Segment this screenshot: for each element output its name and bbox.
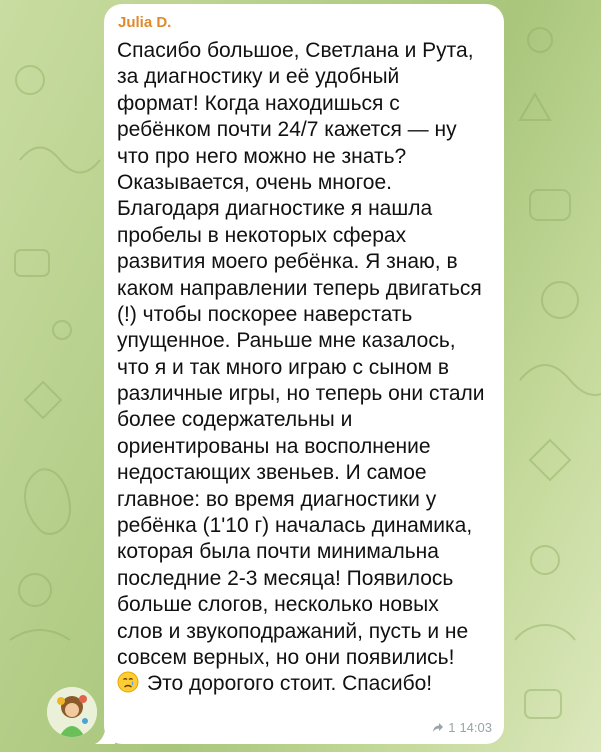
avatar-illustration-icon	[47, 687, 97, 737]
message-line: (!) чтобы поскорее наверстать	[117, 302, 413, 326]
forward-icon	[432, 722, 444, 734]
message-line: ребёнком почти 24/7 кажется — ну	[117, 118, 457, 142]
message-last-text: Это дорогого стоит. Спасибо!	[147, 672, 433, 696]
message-line: больше слогов, несколько новых	[117, 593, 439, 617]
bubble-tail	[95, 726, 115, 744]
message-line: за диагностику и её удобный	[117, 65, 400, 89]
message-line: пробелы в некоторых сферах	[117, 223, 407, 247]
message-line: что про него можно не знать?	[117, 144, 407, 168]
message-line: ориентированы на восполнение	[117, 434, 431, 458]
message-line: главное: во время диагностики у	[117, 487, 437, 511]
message-line: недостающих звеньев. И самое	[117, 461, 427, 485]
message-time: 14:03	[459, 720, 492, 735]
message-bubble[interactable]	[104, 4, 504, 744]
message-line: которая была почти минимальна	[117, 540, 439, 564]
sender-avatar[interactable]	[47, 687, 97, 737]
message-line: развития моего ребёнка. Я знаю, в	[117, 250, 458, 274]
message-line: каком направлении теперь двигаться	[117, 276, 482, 300]
message-line: более содержательны и	[117, 408, 353, 432]
message-line: Благодаря диагностике я нашла	[117, 197, 433, 221]
message-line: ребёнка (1'10 г) началась динамика,	[117, 514, 473, 538]
message-line: формат! Когда находишься с	[117, 91, 400, 115]
message-line: Оказывается, очень многое.	[117, 170, 392, 194]
message-text	[117, 38, 492, 698]
message-line: совсем верных, но они появились!	[117, 645, 455, 669]
forward-count: 1	[448, 720, 456, 735]
message-line: упущенное. Раньше мне казалось,	[117, 329, 456, 353]
message-line: Спасибо большое, Светлана и Рута,	[117, 39, 474, 62]
crying-face-emoji-icon	[117, 671, 139, 693]
message-line: что я и так много играю с сыном в	[117, 355, 450, 379]
message-line: различные игры, но теперь они стали	[117, 382, 485, 406]
message-meta	[432, 721, 492, 735]
sender-name[interactable]: Julia D.	[118, 14, 172, 31]
message-line: последние 2-3 месяца! Появилось	[117, 566, 454, 590]
message-line: слов и звукоподражаний, пусть и не	[117, 619, 469, 643]
message-line-last	[117, 671, 492, 697]
